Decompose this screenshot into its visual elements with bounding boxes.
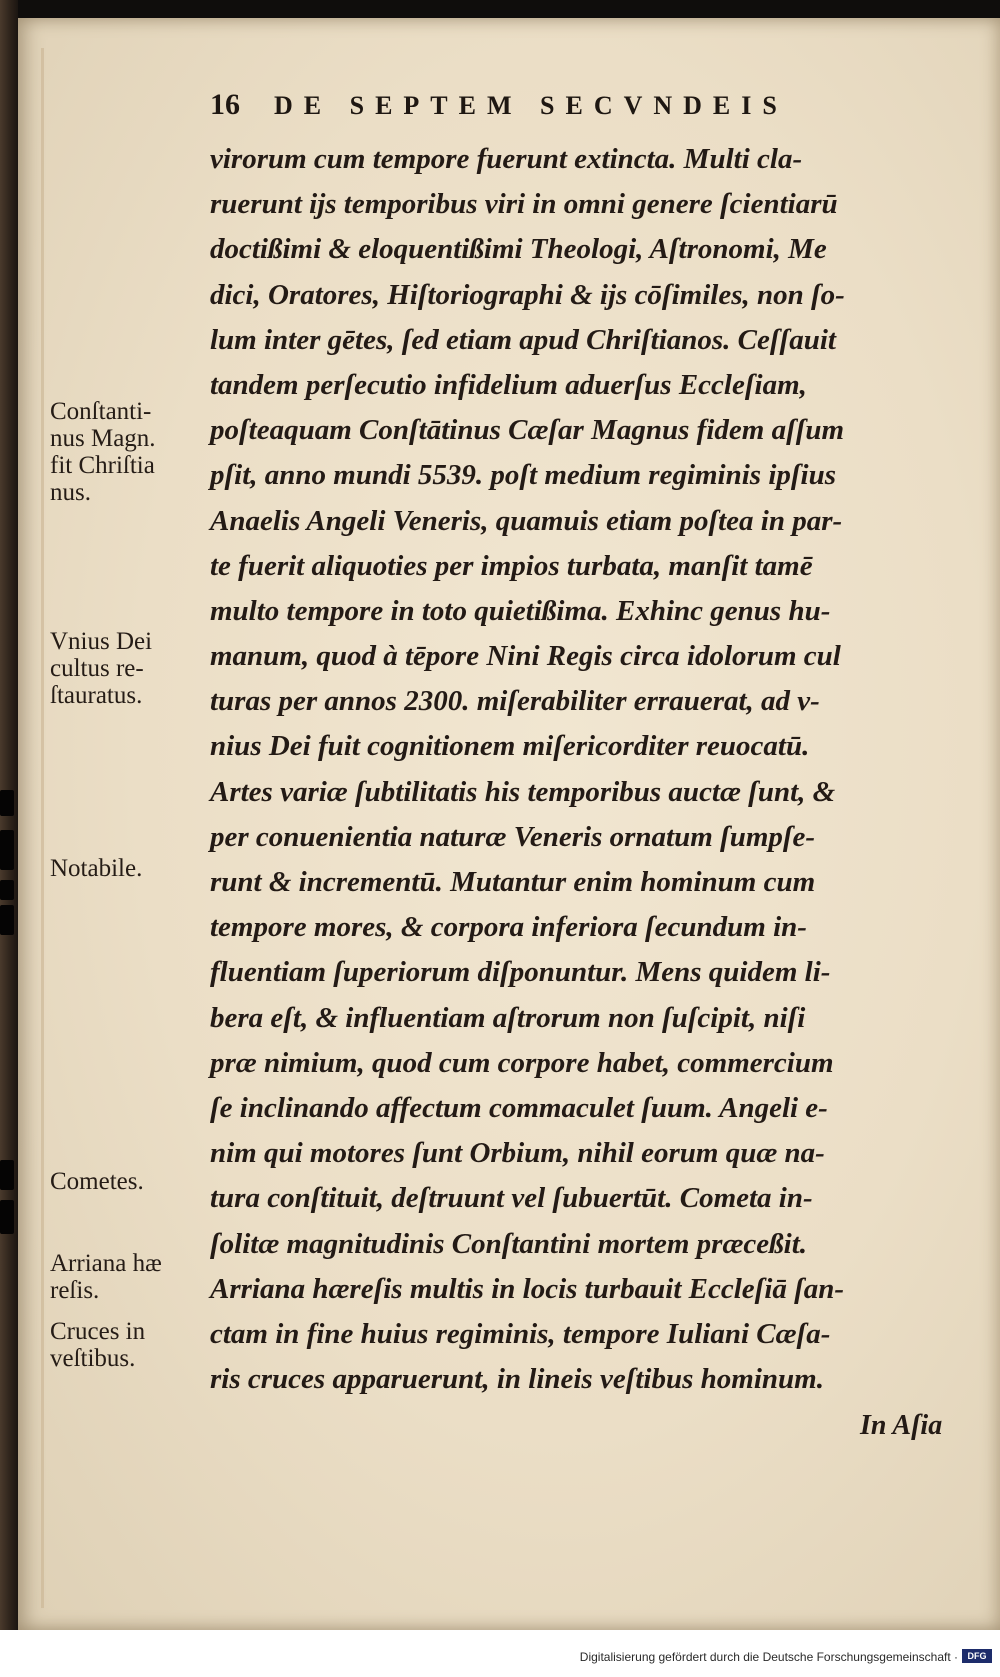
marginal-note-cometes xyxy=(50,1168,210,1195)
marginal-note-line: Cometes. xyxy=(50,1168,144,1195)
marginal-note-line: Conſtanti- xyxy=(50,398,152,425)
marginal-note-cruces xyxy=(50,1318,210,1372)
marginal-note-line: veſtibus. xyxy=(50,1345,136,1372)
dfg-logo-icon: DFG xyxy=(962,1649,992,1663)
text-line: Arriana hæreſis multis in locis turbauit Eccleſiā ſan- xyxy=(210,1272,845,1305)
marginal-note-line: Notabile. xyxy=(50,855,143,882)
text-line: lum inter gētes, ſed etiam apud Chriſtianos. Ceſſauit xyxy=(210,323,836,356)
running-head-title: DE SEPTEM SECVNDEIS xyxy=(274,91,788,120)
text-line: tandem perſecutio infidelium aduerſus Eccleſiam, xyxy=(210,368,807,401)
catchword: In Aſia xyxy=(860,1410,943,1441)
text-line: multo tempore in toto quietißima. Exhinc genus hu- xyxy=(210,594,831,627)
text-line: Artes variæ ſubtilitatis his temporibus auctæ ſunt, & xyxy=(210,775,836,808)
marginal-note-arriana xyxy=(50,1250,210,1304)
edge-mark xyxy=(0,1160,14,1190)
adjacent-page-edge xyxy=(0,0,18,1630)
marginal-note-line: Arriana hæ xyxy=(50,1250,162,1277)
marginal-note-line: nus Magn. xyxy=(50,425,156,452)
edge-mark xyxy=(0,905,14,935)
text-line: fluentiam ſuperiorum diſponuntur. Mens quidem li- xyxy=(210,956,831,989)
marginal-note-line: nus. xyxy=(50,479,91,506)
marginal-note-line: Vnius Dei xyxy=(50,628,153,655)
text-line: manum, quod à tēpore Nini Regis circa idolorum cul xyxy=(210,640,841,673)
text-line: tempore mores, & corpora inferiora ſecundum in- xyxy=(210,911,807,944)
text-line: dici, Oratores, Hiſtoriographi & ijs cōſimiles, non ſo- xyxy=(210,278,845,311)
text-line: præ nimium, quod cum corpore habet, commercium xyxy=(210,1046,834,1079)
text-line: doctißimi & eloquentißimi Theologi, Aſtronomi, Me xyxy=(210,233,827,266)
text-line: per conuenientia naturæ Veneris ornatum ſumpſe- xyxy=(210,820,816,853)
text-line: ris cruces apparuerunt, in lineis veſtibus hominum. xyxy=(210,1363,824,1396)
text-line: bera eſt, & influentiam aſtrorum non ſuſcipit, niſi xyxy=(210,1001,806,1034)
text-line: poſteaquam Conſtātinus Cæſar Magnus fidem aſſum xyxy=(210,414,845,447)
text-line: turas per annos 2300. miſerabiliter errauerat, ad v- xyxy=(210,685,820,718)
marginal-note-line: ſtauratus. xyxy=(50,682,143,709)
text-line: ſe inclinando affectum commaculet ſuum. Angeli e- xyxy=(210,1091,828,1124)
edge-mark xyxy=(0,790,14,816)
marginal-note-notabile xyxy=(50,855,210,882)
marginal-note-line: reſis. xyxy=(50,1277,100,1304)
main-text-block xyxy=(210,137,970,1402)
running-head xyxy=(210,88,890,128)
text-line: ctam in fine huius regiminis, tempore Iuliani Cæſa- xyxy=(210,1317,831,1350)
edge-mark xyxy=(0,830,14,870)
text-line: ſolitæ magnitudinis Conſtantini mortem præceßit. xyxy=(210,1227,808,1260)
marginal-note-constantinus xyxy=(50,398,210,506)
text-line: nius Dei fuit cognitionem miſericorditer reuocatū. xyxy=(210,730,810,763)
text-line: runt & incrementū. Mutantur enim hominum cum xyxy=(210,866,816,898)
gutter-shadow xyxy=(41,48,44,1608)
text-line: tura conſtituit, deſtruunt vel ſubuertūt. Cometa in- xyxy=(210,1182,813,1215)
text-line: nim qui motores ſunt Orbium, nihil eorum quæ na- xyxy=(210,1137,825,1170)
digitization-credit: Digitalisierung gefördert durch die Deutsche Forschungsgemeinschaft · xyxy=(579,1650,958,1664)
page-number: 16 xyxy=(210,88,240,121)
marginal-note-line: Cruces in xyxy=(50,1318,146,1345)
marginal-note-line: fit Chriſtia xyxy=(50,452,155,479)
marginal-note-vnius-dei xyxy=(50,628,210,709)
edge-mark xyxy=(0,1200,14,1234)
text-line: virorum cum tempore fuerunt extincta. Multi cla- xyxy=(210,143,803,175)
text-line: te fuerit aliquoties per impios turbata, manſit tamē xyxy=(210,549,813,582)
edge-mark xyxy=(0,880,14,900)
marginal-note-line: cultus re- xyxy=(50,655,144,682)
text-line: ruerunt ijs temporibus viri in omni genere ſcientiarū xyxy=(210,188,838,221)
text-line: Anaelis Angeli Veneris, quamuis etiam poſtea in par- xyxy=(210,504,843,537)
text-line: pſit, anno mundi 5539. poſt medium regiminis ipſius xyxy=(210,459,837,492)
